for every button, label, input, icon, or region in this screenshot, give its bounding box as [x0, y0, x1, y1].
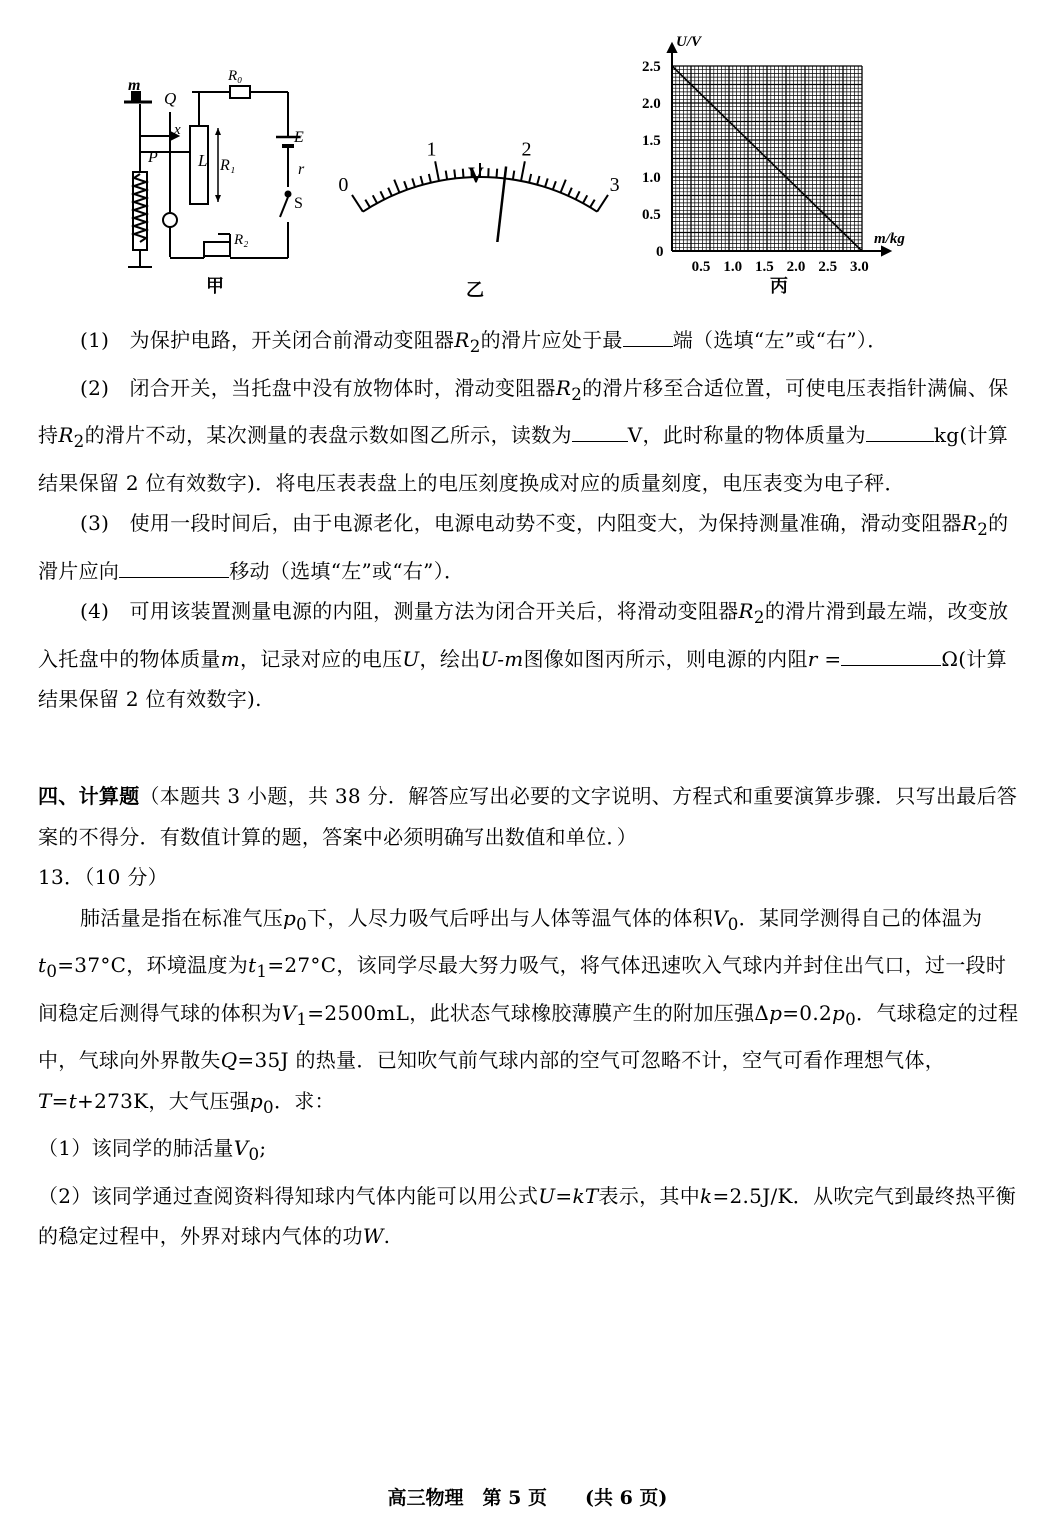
- q13-sub2: （2）该同学通过查阅资料得知球内气体内能可以用公式U=kT表示，其中k=2.5J/K．从吹完气到最终热平衡的稳定过程中，外界对球内气体的功W.: [38, 1183, 1017, 1248]
- dial-tick-mark: [446, 171, 447, 180]
- dial-tick-mark: [537, 176, 539, 185]
- label-S: S: [294, 195, 303, 212]
- label-R1: R₁: [220, 157, 236, 174]
- dial-tick-mark: [380, 191, 384, 199]
- section-4-desc: （本题共 3 小题，共 38 分．解答应写出必要的文字说明、方程式和重要演算步骤．只写出最后答案的不得分．有数值计算的题，答案中必须明确写出数值和单位．）: [38, 784, 1018, 849]
- y-axis-arrow: [668, 44, 676, 52]
- answer-blank-2a[interactable]: [572, 419, 628, 442]
- question-2: (2) 闭合开关，当托盘中没有放物体时，滑动变阻器$R_2$的滑片移至合适位置，可使电压表指针满偏、保持$R_2$的滑片不动，某次测量的表盘示数如图乙所示，读数为 V，此时称量的物体质量为 kg(计算结果保留 2 位有效数字)．将电压表表盘上的电压刻度换成对应的质量刻度，电压表变为电子秤．: [38, 375, 1009, 495]
- label-R2: R₂: [234, 232, 249, 248]
- chart-ylabel: U/V: [676, 34, 702, 50]
- label-x: x: [174, 122, 181, 138]
- chart-xlabel: m/kg: [874, 231, 905, 247]
- page-footer: 高三物理 第 5 页 (共 6 页): [387, 1487, 668, 1509]
- caption-yi: 乙: [466, 280, 484, 301]
- label-P: P: [148, 149, 158, 166]
- dial-tick-mark: [561, 180, 566, 193]
- dial-tick-mark: [454, 169, 455, 178]
- y-tick-label: 2.0: [642, 96, 661, 112]
- circuit-diagram: [118, 62, 318, 277]
- dial-tick-mark: [394, 180, 399, 193]
- x-tick-label: 1.5: [755, 259, 774, 275]
- dial-tick-mark: [545, 178, 548, 187]
- y-tick-label: 2.5: [642, 59, 661, 75]
- y-tick-label: 1.0: [642, 170, 661, 186]
- answer-blank-3[interactable]: [119, 555, 229, 578]
- dial-tick-mark: [373, 195, 377, 203]
- figure-bing-chart: [640, 28, 940, 278]
- dial-tick-mark: [421, 176, 423, 185]
- question-3: (3) 使用一段时间后，由于电源老化，电源电动势不变，内阻变大，为保持测量准确，滑动变阻器$R_2$的滑片应向 移动（选填“左”或“右”）．: [38, 511, 1009, 583]
- answer-blank-1[interactable]: [623, 324, 673, 347]
- section-4: [38, 776, 1023, 1257]
- dial-tick-mark: [597, 195, 608, 212]
- dial-tick-0: 0: [338, 174, 349, 197]
- answer-blank-2b[interactable]: [866, 419, 934, 442]
- dial-tick-mark: [435, 161, 439, 181]
- caption-bing: 丙: [770, 276, 788, 297]
- label-m: m: [128, 77, 141, 94]
- dial-tick-1: 1: [426, 138, 437, 161]
- u-m-chart: [640, 28, 940, 278]
- section-4-header: [38, 776, 1023, 857]
- dial-tick-mark: [576, 191, 580, 199]
- section-4-title: 四、计算题: [38, 784, 140, 808]
- label-R0: R₀: [228, 68, 243, 84]
- dial-tick-mark: [463, 169, 464, 178]
- y-tick-label: 1.5: [642, 133, 661, 149]
- dial-tick-3: 3: [609, 174, 620, 197]
- label-r: r: [298, 161, 305, 178]
- caption-jia: 甲: [206, 276, 224, 297]
- question-1: (1) 为保护电路，开关闭合前滑动变阻器$R_2$的滑片应处于最 端（选填“左”或“右”）．: [38, 320, 1023, 368]
- y-tick-label: 0: [656, 244, 664, 260]
- label-E: E: [294, 129, 304, 146]
- dial-tick-mark: [412, 178, 415, 187]
- y-tick-label: 0.5: [642, 207, 661, 223]
- dial-tick-mark: [590, 200, 595, 208]
- x-tick-label: 2.5: [818, 259, 838, 275]
- dial-tick-mark: [583, 195, 587, 203]
- dial-tick-mark: [521, 161, 525, 181]
- x-tick-label: 0.5: [691, 259, 711, 275]
- label-Q: Q: [164, 89, 177, 108]
- q13-stem: 肺活量是指在标准气压$p_0$下，人尽力吸气后呼出与人体等温气体的体积$V_0$．某同学测得自己的体温为$t_0=37^\circ C$，环境温度为$t_1=27^\circ C$，该同学尽最大努力吸气，将气体迅速吹入气球内并封住出气口，过一段时间稳定后测得气球的体积为$V_1=2500mL$，此状态气球橡胶薄膜产生的附加压强$\Delta p=0.2p_0$．气球稳定的过程中，气球向外界散失Q=35J 的热量．已知吹气前气球内部的空气可忽略不计，空气可看作理想气体，T=t+273K，大气压强$p_0$．求：: [38, 905, 1019, 1117]
- dial-tick-mark: [513, 171, 514, 180]
- dial-tick-2: 2: [521, 138, 532, 161]
- dial-tick-mark: [496, 169, 497, 178]
- x-tick-label: 3.0: [850, 259, 869, 275]
- voltmeter-dial: [335, 92, 625, 242]
- figure-yi-voltmeter: [335, 92, 625, 242]
- x-axis-arrow: [882, 247, 890, 255]
- question-block-12: [38, 320, 1023, 720]
- dial-tick-mark: [404, 181, 407, 189]
- question-4: (4) 可用该装置测量电源的内阻，测量方法为闭合开关后，将滑动变阻器$R_2$的滑片滑到最左端，改变放入托盘中的物体质量m，记录对应的电压U，绘出U-m图像如图丙所示，则电源的内阻r = Ω(计算结果保留 2 位有效数字).: [38, 599, 1009, 711]
- dial-tick-mark: [388, 188, 392, 196]
- x-tick-label: 2.0: [786, 259, 806, 275]
- figure-jia-circuit: [118, 62, 318, 277]
- dial-tick-mark: [352, 195, 363, 212]
- dial-unit-V: V: [468, 162, 484, 187]
- dial-tick-mark: [365, 200, 370, 208]
- dial-tick-mark: [553, 181, 556, 189]
- q13-head: 13．（10 分）: [38, 865, 168, 889]
- answer-blank-4[interactable]: [841, 643, 941, 666]
- dial-tick-mark: [429, 174, 431, 183]
- dial-tick-mark: [529, 174, 531, 183]
- q13-sub1: （1）该同学的肺活量$V_0$;: [38, 1136, 267, 1164]
- x-tick-label: 1.0: [723, 259, 743, 275]
- label-L: L: [198, 151, 208, 170]
- dial-tick-mark: [568, 188, 572, 196]
